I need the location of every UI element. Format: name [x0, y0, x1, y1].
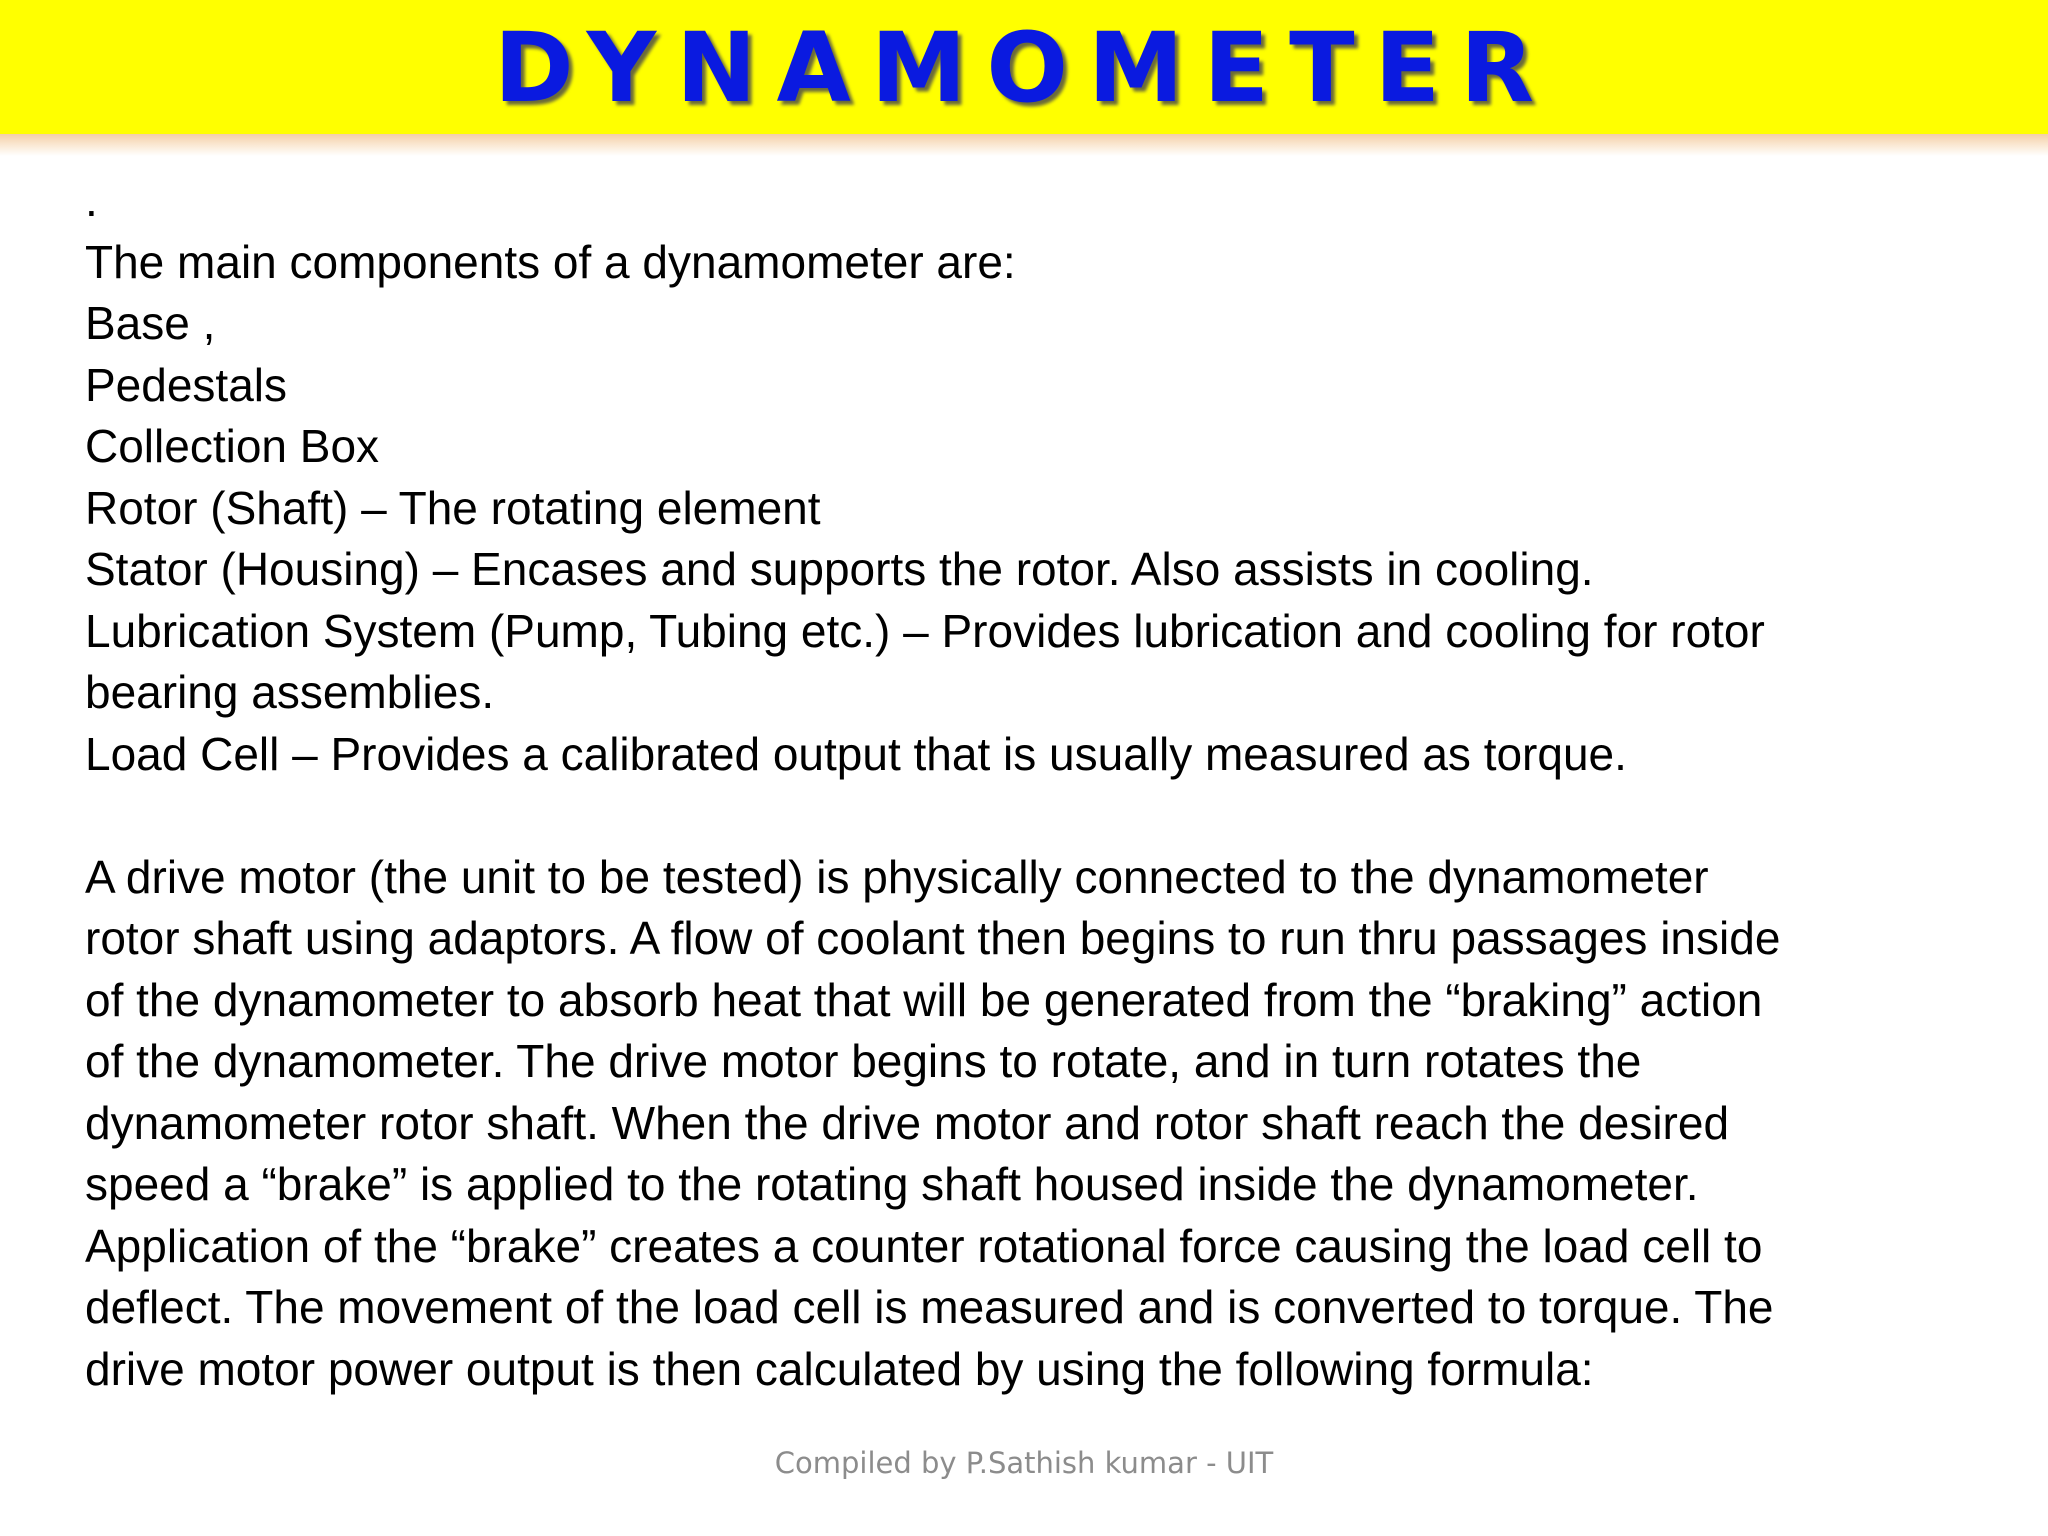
paragraph-line: speed a “brake” is applied to the rotating shaft housed inside the dynamometer. [85, 1158, 1699, 1210]
component-item: Collection Box [85, 420, 380, 472]
paragraph-line: of the dynamometer to absorb heat that will be generated from the “braking” action [85, 973, 1763, 1026]
component-item: Load Cell – Provides a calibrated output that is usually measured as torque. [85, 727, 1627, 780]
component-item: Rotor (Shaft) – The rotating element [85, 481, 821, 534]
component-item: Lubrication System (Pump, Tubing etc.) – Provides lubrication and cooling for rotor [85, 604, 1765, 657]
paragraph-spacer [85, 785, 1985, 847]
paragraph-line: drive motor power output is then calculated by using the following formula: [85, 1342, 1594, 1395]
component-item: Pedestals [85, 358, 288, 411]
slide-title: DYNAMOMETER [493, 12, 1555, 124]
paragraph-line: of the dynamometer. The drive motor begins to rotate, and in turn rotates the [85, 1035, 1642, 1087]
paragraph-line: deflect. The movement of the load cell is measured and is converted to torque. The [85, 1281, 1774, 1333]
intro-line: The main components of a dynamometer are: [85, 235, 1016, 288]
title-bar-shadow [0, 134, 2048, 156]
title-bar [0, 0, 2048, 134]
footer-credit: Compiled by P.Sathish kumar - UIT [774, 1446, 1274, 1480]
component-item: Stator (Housing) – Encases and supports the rotor. Also assists in cooling. [85, 543, 1594, 595]
paragraph-line: A drive motor (the unit to be tested) is physically connected to the dynamometer [85, 850, 1709, 903]
paragraph-line: rotor shaft using adaptors. A flow of coolant then begins to run thru passages inside [85, 912, 1781, 964]
component-item: bearing assemblies. [85, 666, 495, 718]
slide-body [85, 170, 1985, 1400]
component-item: Base , [85, 297, 216, 349]
paragraph-line: dynamometer rotor shaft. When the drive motor and rotor shaft reach the desired [85, 1096, 1730, 1149]
paragraph-line: Application of the “brake” creates a counter rotational force causing the load cell to [85, 1219, 1763, 1272]
bullet-dot: . [85, 174, 98, 226]
